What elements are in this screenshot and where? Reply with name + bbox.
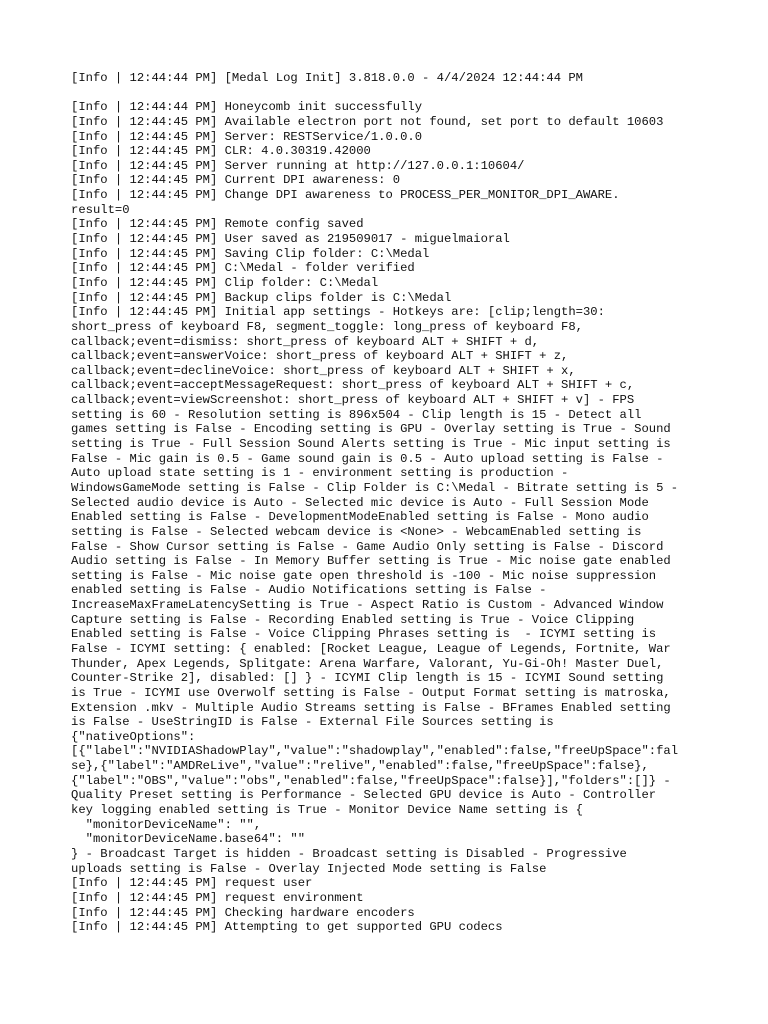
log-line: result=0 (71, 202, 130, 217)
blank-line (71, 86, 711, 101)
log-line: callback;event=acceptMessageRequest: short_press of keyboard ALT + SHIFT + c, (71, 378, 635, 393)
log-line: enabled setting is False - Audio Notifications setting is False - (71, 583, 547, 598)
log-line: Audio setting is False - In Memory Buffer setting is True - Mic noise gate enabled (71, 554, 671, 569)
log-line: [Info | 12:44:45 PM] Available electron port not found, set port to default 10603 (71, 114, 664, 129)
log-line: False - Show Cursor setting is False - Game Audio Only setting is False - Discord (71, 539, 664, 554)
log-line: Extension .mkv - Multiple Audio Streams setting is False - BFrames Enabled setting (71, 700, 671, 715)
log-line: Auto upload state setting is 1 - environment setting is production - (71, 466, 569, 481)
log-line: se},{"label":"AMDReLive","value":"relive","enabled":false,"freeUpSpace":false}, (71, 759, 649, 774)
log-line: Counter-Strike 2], disabled: [] } - ICYMI Clip length is 15 - ICYMI Sound setting (71, 671, 664, 686)
log-line: [Info | 12:44:45 PM] Checking hardware encoders (71, 905, 415, 920)
log-line: [Info | 12:44:45 PM] Current DPI awareness: 0 (71, 173, 401, 188)
log-line: [Info | 12:44:45 PM] Clip folder: C:\Medal (71, 275, 379, 290)
log-line: [{"label":"NVIDIAShadowPlay","value":"shadowplay","enabled":false,"freeUpSpace":fal (71, 744, 679, 759)
log-line: [Info | 12:44:45 PM] Remote config saved (71, 217, 364, 232)
log-line: callback;event=dismiss: short_press of keyboard ALT + SHIFT + d, (71, 334, 540, 349)
log-line: Enabled setting is False - Voice Clipping Phrases setting is - ICYMI setting is (71, 627, 657, 642)
log-line: is True - ICYMI use Overwolf setting is False - Output Format setting is matroska, (71, 685, 671, 700)
log-line: [Info | 12:44:45 PM] Initial app settings - Hotkeys are: [clip;length=30: (71, 305, 605, 320)
log-line: [Info | 12:44:45 PM] Backup clips folder is C:\Medal (71, 290, 452, 305)
log-line: {"nativeOptions": (71, 729, 196, 744)
log-line: games setting is False - Encoding setting is GPU - Overlay setting is True - Sound (71, 422, 671, 437)
log-line: setting is 60 - Resolution setting is 896x504 - Clip length is 15 - Detect all (71, 407, 642, 422)
log-line: setting is False - Mic noise gate open threshold is -100 - Mic noise suppression (71, 568, 657, 583)
log-line: [Info | 12:44:45 PM] Server running at http://127.0.0.1:10604/ (71, 158, 525, 173)
log-document (71, 71, 711, 935)
log-header-line: [Info | 12:44:44 PM] [Medal Log Init] 3.818.0.0 - 4/4/2024 12:44:44 PM (71, 71, 583, 85)
log-line: is False - UseStringID is False - External File Sources setting is (71, 715, 554, 730)
log-line: [Info | 12:44:45 PM] request user (71, 876, 313, 891)
log-line: "monitorDeviceName.base64": "" (71, 832, 306, 847)
log-line: Capture setting is False - Recording Enabled setting is True - Voice Clipping (71, 612, 635, 627)
log-line: Enabled setting is False - DevelopmentModeEnabled setting is False - Mono audio (71, 510, 649, 525)
log-line: [Info | 12:44:45 PM] Attempting to get supported GPU codecs (71, 920, 503, 935)
log-line: [Info | 12:44:45 PM] User saved as 219509017 - miguelmaioral (71, 232, 510, 247)
log-line: [Info | 12:44:44 PM] Honeycomb init successfully (71, 100, 423, 115)
log-line: WindowsGameMode setting is False - Clip Folder is C:\Medal - Bitrate setting is 5 - (71, 480, 679, 495)
log-line: callback;event=answerVoice: short_press of keyboard ALT + SHIFT + z, (71, 349, 569, 364)
log-line: IncreaseMaxFrameLatencySetting is True - Aspect Ratio is Custom - Advanced Window (71, 598, 664, 613)
log-line: setting is False - Selected webcam device is <None> - WebcamEnabled setting is (71, 524, 642, 539)
log-line: Selected audio device is Auto - Selected mic device is Auto - Full Session Mode (71, 495, 649, 510)
log-line: Quality Preset setting is Performance - Selected GPU device is Auto - Controller (71, 788, 657, 803)
log-line: callback;event=viewScreenshot: short_press of keyboard ALT + SHIFT + v] - FPS (71, 393, 635, 408)
log-line: [Info | 12:44:45 PM] Server: RESTService/1.0.0.0 (71, 129, 423, 144)
log-line: } - Broadcast Target is hidden - Broadcast setting is Disabled - Progressive (71, 846, 627, 861)
log-line: [Info | 12:44:45 PM] CLR: 4.0.30319.42000 (71, 144, 371, 159)
log-line: [Info | 12:44:45 PM] C:\Medal - folder verified (71, 261, 415, 276)
log-line: callback;event=declineVoice: short_press of keyboard ALT + SHIFT + x, (71, 363, 576, 378)
log-line: [Info | 12:44:45 PM] request environment (71, 890, 364, 905)
log-line: [Info | 12:44:45 PM] Saving Clip folder: C:\Medal (71, 246, 430, 261)
log-line: {"label":"OBS","value":"obs","enabled":false,"freeUpSpace":false}],"folders":[]} - (71, 773, 671, 788)
log-line: key logging enabled setting is True - Monitor Device Name setting is { (71, 803, 583, 818)
log-line: False - ICYMI setting: { enabled: [Rocket League, League of Legends, Fortnite, War (71, 641, 671, 656)
log-line: setting is True - Full Session Sound Alerts setting is True - Mic input setting is (71, 437, 671, 452)
log-line: short_press of keyboard F8, segment_toggle: long_press of keyboard F8, (71, 319, 583, 334)
log-lines (71, 100, 711, 935)
log-line: "monitorDeviceName": "", (71, 817, 262, 832)
log-line: [Info | 12:44:45 PM] Change DPI awareness to PROCESS_PER_MONITOR_DPI_AWARE. (71, 188, 620, 203)
log-line: False - Mic gain is 0.5 - Game sound gain is 0.5 - Auto upload setting is False - (71, 451, 664, 466)
log-line: Thunder, Apex Legends, Splitgate: Arena Warfare, Valorant, Yu-Gi-Oh! Master Duel, (71, 656, 664, 671)
log-line: uploads setting is False - Overlay Injected Mode setting is False (71, 861, 547, 876)
